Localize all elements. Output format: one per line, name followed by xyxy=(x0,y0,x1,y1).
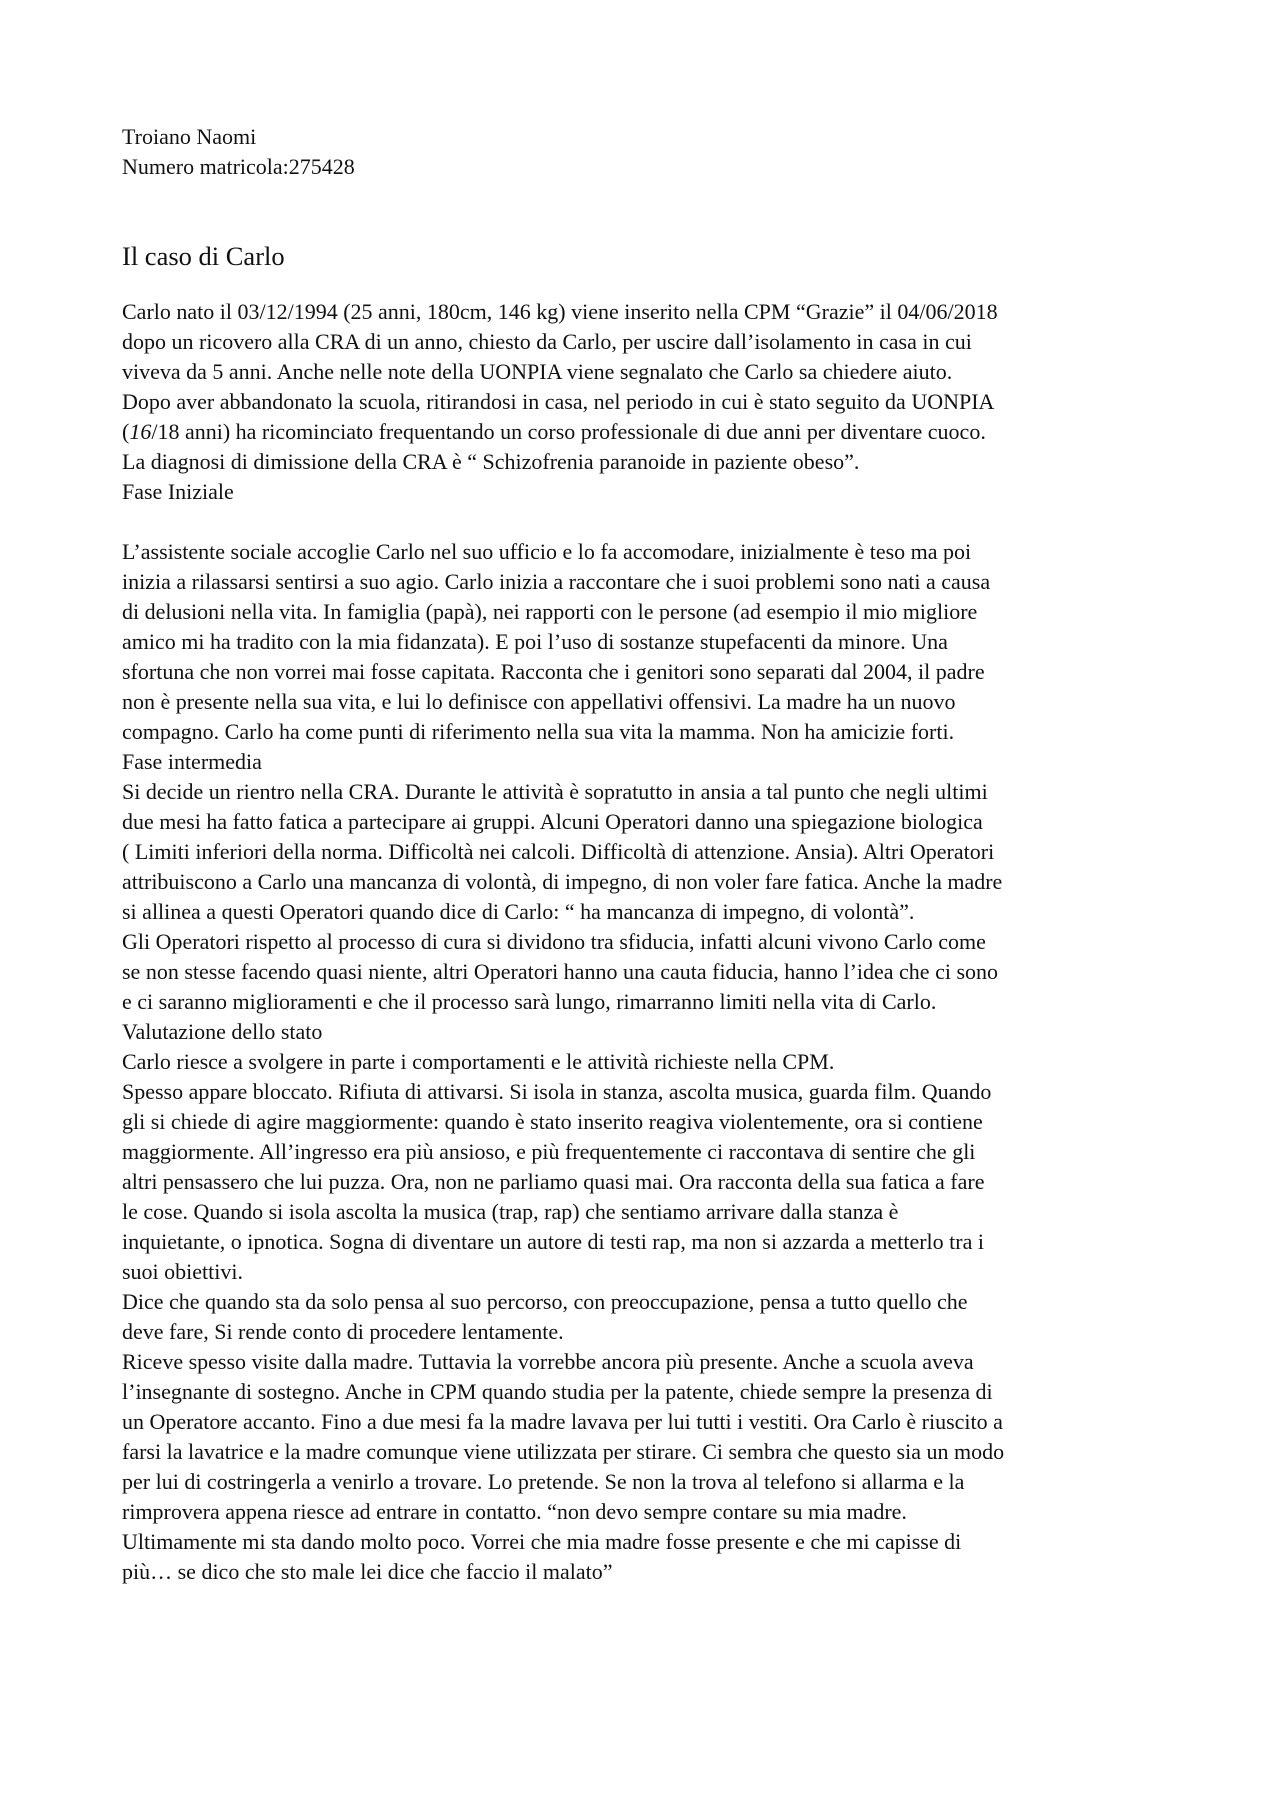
paragraph-line: due mesi ha fatto fatica a partecipare ai gruppi. Alcuni Operatori danno una spiegazione biologica xyxy=(122,809,983,834)
paragraph-line: Gli Operatori rispetto al processo di cura si dividono tra sfiducia, infatti alcuni vivono Carlo come xyxy=(122,929,986,954)
paragraph-line xyxy=(122,417,1162,447)
italic-age: 16 xyxy=(129,419,152,444)
paragraph-line: Dice che quando sta da solo pensa al suo percorso, con preoccupazione, pensa a tutto quello che xyxy=(122,1289,968,1314)
paragraph-line: maggiormente. All’ingresso era più ansioso, e più frequentemente ci raccontava di sentire che gli xyxy=(122,1139,976,1164)
paragraph-line: più… se dico che sto male lei dice che faccio il malato” xyxy=(122,1559,613,1584)
paragraph-line: si allinea a questi Operatori quando dice di Carlo: “ ha mancanza di impegno, di volontà”. xyxy=(122,899,915,924)
paragraph-line: per lui di costringerla a venirlo a trovare. Lo pretende. Se non la trova al telefono si allarma e la xyxy=(122,1469,965,1494)
paragraph-line: le cose. Quando si isola ascolta la musica (trap, rap) che sentiamo arrivare dalla stanza è xyxy=(122,1199,899,1224)
paragraph-line: Riceve spesso visite dalla madre. Tuttavia la vorrebbe ancora più presente. Anche a scuola aveva xyxy=(122,1349,974,1374)
paragraph-line: rimprovera appena riesce ad entrare in contatto. “non devo sempre contare su mia madre. xyxy=(122,1499,907,1524)
paragraph-line: Si decide un rientro nella CRA. Durante le attività è sopratutto in ansia a tal punto che negli ultimi xyxy=(122,779,988,804)
valutazione-paragraph xyxy=(122,1047,1162,1587)
paragraph-line: Carlo riesce a svolgere in parte i comportamenti e le attività richieste nella CPM. xyxy=(122,1049,835,1074)
paragraph-line: sfortuna che non vorrei mai fosse capitata. Racconta che i genitori sono separati dal 2004, il padre xyxy=(122,659,985,684)
section-heading-fase-iniziale: Fase Iniziale xyxy=(122,479,234,504)
author-name: Troiano Naomi xyxy=(122,124,257,149)
paragraph-line: Dopo aver abbandonato la scuola, ritirandosi in casa, nel periodo in cui è stato seguito da UONPIA xyxy=(122,389,995,414)
paragraph-line: altri pensassero che lui puzza. Ora, non ne parliamo quasi mai. Ora racconta della sua fatica a fare xyxy=(122,1169,985,1194)
paragraph-line: inizia a rilassarsi sentirsi a suo agio. Carlo inizia a raccontare che i suoi problemi sono nati a causa xyxy=(122,569,991,594)
paragraph-line: deve fare, Si rende conto di procedere lentamente. xyxy=(122,1319,564,1344)
paragraph-line: dopo un ricovero alla CRA di un anno, chiesto da Carlo, per uscire dall’isolamento in casa in cui xyxy=(122,329,972,354)
paragraph-line: inquietante, o ipnotica. Sogna di diventare un autore di testi rap, ma non si azzarda a metterlo tra i xyxy=(122,1229,984,1254)
section-heading-valutazione: Valutazione dello stato xyxy=(122,1019,323,1044)
paragraph-line: di delusioni nella vita. In famiglia (papà), nei rapporti con le persone (ad esempio il mio migliore xyxy=(122,599,978,624)
paragraph-line: un Operatore accanto. Fino a due mesi fa la madre lavava per lui tutti i vestiti. Ora Carlo è riuscito a xyxy=(122,1409,1003,1434)
paragraph-line: Spesso appare bloccato. Rifiuta di attivarsi. Si isola in stanza, ascolta musica, guarda film. Quando xyxy=(122,1079,992,1104)
line-rest: /18 anni) ha ricominciato frequentando un corso professionale di due anni per diventare cuoco. xyxy=(151,419,986,444)
document-title: Il caso di Carlo xyxy=(122,241,285,271)
paragraph-line: e ci saranno miglioramenti e che il processo sarà lungo, rimarranno limiti nella vita di Carlo. xyxy=(122,989,937,1014)
student-id: Numero matricola:275428 xyxy=(122,154,355,179)
paragraph-line: Carlo nato il 03/12/1994 (25 anni, 180cm, 146 kg) viene inserito nella CPM “Grazie” il 04/06/2018 xyxy=(122,299,998,324)
paren-open: ( xyxy=(122,419,130,444)
paragraph-line: viveva da 5 anni. Anche nelle note della UONPIA viene segnalato che Carlo sa chiedere aiuto. xyxy=(122,359,953,384)
paragraph-line: gli si chiede di agire maggiormente: quando è stato inserito reagiva violentemente, ora si contiene xyxy=(122,1109,983,1134)
paragraph-line: non è presente nella sua vita, e lui lo definisce con appellativi offensivi. La madre ha un nuovo xyxy=(122,689,956,714)
paragraph-line: se non stesse facendo quasi niente, altri Operatori hanno una cauta fiducia, hanno l’idea che ci sono xyxy=(122,959,999,984)
paragraph-line: Ultimamente mi sta dando molto poco. Vorrei che mia madre fosse presente e che mi capisse di xyxy=(122,1529,962,1554)
paragraph-line: suoi obiettivi. xyxy=(122,1259,243,1284)
intro-paragraph xyxy=(122,297,1162,477)
paragraph-line: farsi la lavatrice e la madre comunque viene utilizzata per stirare. Ci sembra che questo sia un modo xyxy=(122,1439,1005,1464)
section-heading-fase-intermedia: Fase intermedia xyxy=(122,749,262,774)
paragraph-line: ( Limiti inferiori della norma. Difficoltà nei calcoli. Difficoltà di attenzione. Ansia). Altri Operatori xyxy=(122,839,995,864)
paragraph-line: amico mi ha tradito con la mia fidanzata). E poi l’uso di sostanze stupefacenti da minore. Una xyxy=(122,629,948,654)
paragraph-line: l’insegnante di sostegno. Anche in CPM quando studia per la patente, chiede sempre la presenza di xyxy=(122,1379,993,1404)
paragraph-line: L’assistente sociale accoglie Carlo nel suo ufficio e lo fa accomodare, inizialmente è teso ma poi xyxy=(122,539,972,564)
paragraph-line: La diagnosi di dimissione della CRA è “ Schizofrenia paranoide in paziente obeso”. xyxy=(122,449,860,474)
paragraph-line: compagno. Carlo ha come punti di riferimento nella sua vita la mamma. Non ha amicizie forti. xyxy=(122,719,955,744)
author-block xyxy=(122,122,1162,182)
document-body xyxy=(122,122,1162,1587)
fase-iniziale-paragraph xyxy=(122,537,1162,747)
fase-intermedia-paragraph xyxy=(122,777,1162,1017)
paragraph-line: attribuiscono a Carlo una mancanza di volontà, di impegno, di non voler fare fatica. Anche la madre xyxy=(122,869,1003,894)
